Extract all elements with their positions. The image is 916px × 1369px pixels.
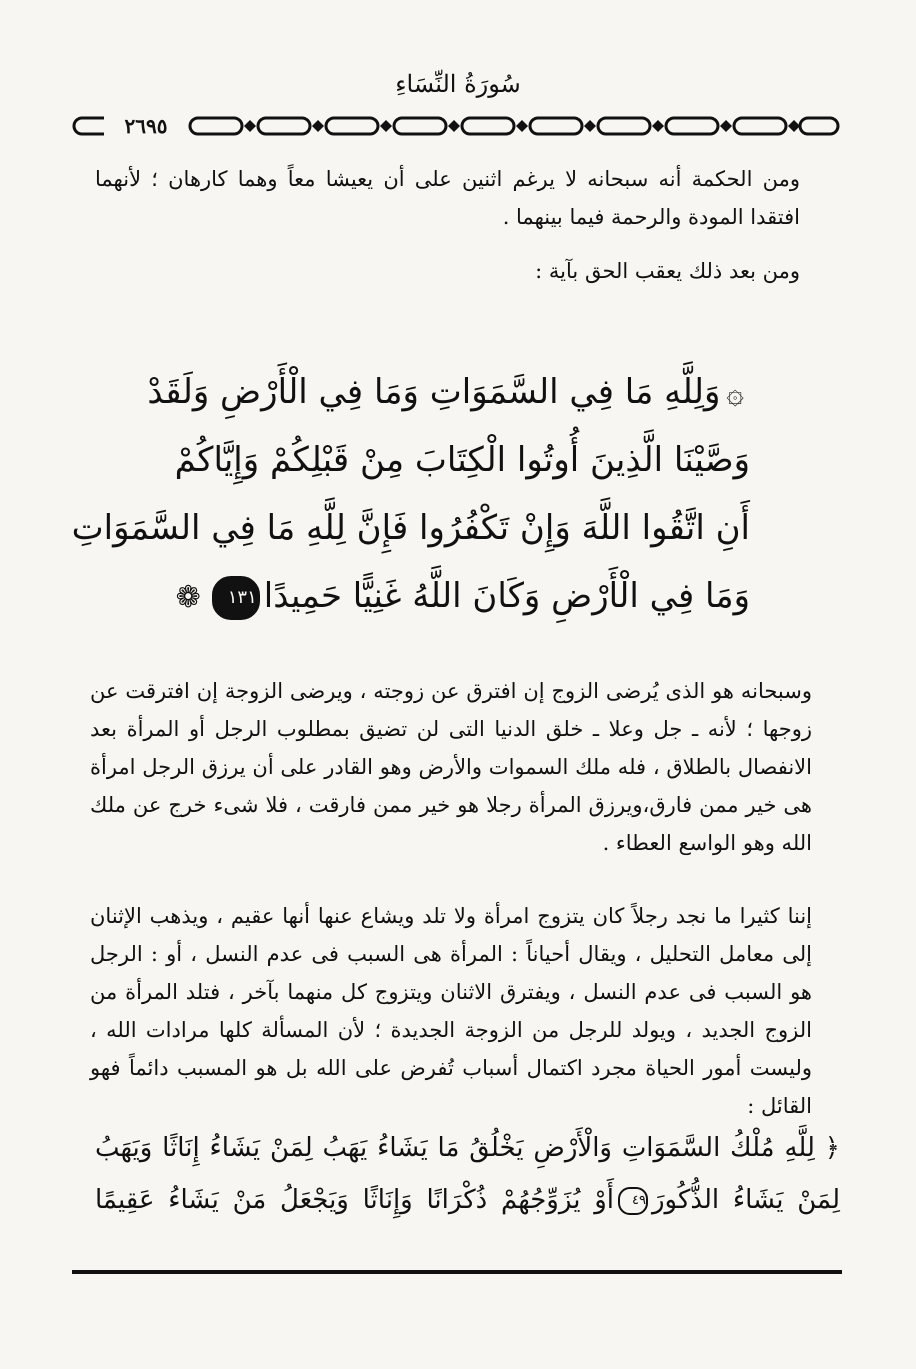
verse-line-1-text: وَلِلَّهِ مَا فِي السَّمَوَاتِ وَمَا فِي الْأَرْضِ وَلَقَدْ: [147, 372, 721, 412]
verse-opening-ornament-icon: ۞: [726, 375, 744, 411]
quoted-verse-line-2-part-2: أَوْ يُزَوِّجُهُمْ ذُكْرَانًا وَإِنَاثًا وَيَجْعَلُ مَنْ يَشَاءُ عَقِيمًا: [95, 1185, 614, 1215]
paragraph-2: ومن بعد ذلك يعقب الحق بآية :: [535, 259, 800, 283]
paragraph-1: ومن الحكمة أنه سبحانه لا يرغم اثنين على أن يعيشا معاً وهما كارهان ؛ لأنهما افتقدا المودة والرحمة فيما بينهما .: [95, 167, 800, 229]
paragraph-4: إننا كثيرا ما نجد رجلاً كان يتزوج امرأة ولا تلد ويشاع عنها أنها عقيم ، ويذهب الإثنان إلى معامل التحليل ، ويقال أحياناً : المرأة هى السبب فى عدم النسل ، أو : الرجل هو السبب فى عدم النسل ، ويفترق الاثنان ويتزوج كل منهما بآخر ، فتلد المرأة من الزوج الجديد ، ويولد للرجل من الزوجة الجديدة ؛ لأن المسألة كلها مرادات الله ، وليست أمور الحياة مجرد اكتمال أسباب تُفرض على الله بل هو المسبب دائماً فهو القائل :: [90, 904, 812, 1118]
verse-line-2: وَصَّيْنَا الَّذِينَ أُوتُوا الْكِتَابَ مِنْ قَبْلِكُمْ وَإِيَّاكُمْ: [174, 440, 750, 480]
quoted-verse-line-1: ﴿ لِلَّهِ مُلْكُ السَّمَوَاتِ وَالْأَرْضِ يَخْلُقُ مَا يَشَاءُ يَهَبُ لِمَنْ يَشَاءُ إِنَاثًا وَيَهَبُ: [95, 1133, 840, 1163]
verse-line-1: [147, 358, 750, 426]
quoted-verse-block: [95, 1122, 840, 1226]
quran-verse-block: [71, 358, 750, 630]
verse-line-4: [175, 562, 750, 630]
paragraph-3: وسبحانه هو الذى يُرضى الزوج إن افترق عن زوجته ، ويرضى الزوجة إن افترقت عن زوجها ؛ لأنه ـ جل وعلا ـ خلق الدنيا التى لن تضيق بمطلوب الرجل أو المرأة بعد الانفصال بالطلاق ، فله ملك السموات والأرض وهو القادر على أن يرزق الرجل امرأة هى خير ممن فارق،ويرزق المرأة رجلا هو خير ممن فارقت ، فلا شىء خرج عن ملك الله وهو الواسع العطاء .: [90, 679, 812, 855]
quoted-verse-number-badge: ٤٩: [618, 1187, 648, 1215]
surah-title: سُورَةُ النِّسَاءِ: [395, 70, 521, 98]
page-number: ٢٦٩٥: [104, 113, 188, 139]
footer-rule: [72, 1270, 842, 1274]
quoted-verse-line-2: [95, 1174, 840, 1226]
quoted-verse-line-2-part-1: لِمَنْ يَشَاءُ الذُّكُورَ: [651, 1185, 840, 1215]
verse-closing-ornament-icon: ❁: [175, 579, 202, 615]
verse-line-3: أَنِ اتَّقُوا اللَّهَ وَإِنْ تَكْفُرُوا فَإِنَّ لِلَّهِ مَا فِي السَّمَوَاتِ: [71, 508, 750, 548]
verse-line-4-text: وَمَا فِي الْأَرْضِ وَكَانَ اللَّهُ غَنِيًّا حَمِيدًا: [263, 576, 750, 616]
ayah-number-badge: ١٣١: [212, 576, 260, 620]
